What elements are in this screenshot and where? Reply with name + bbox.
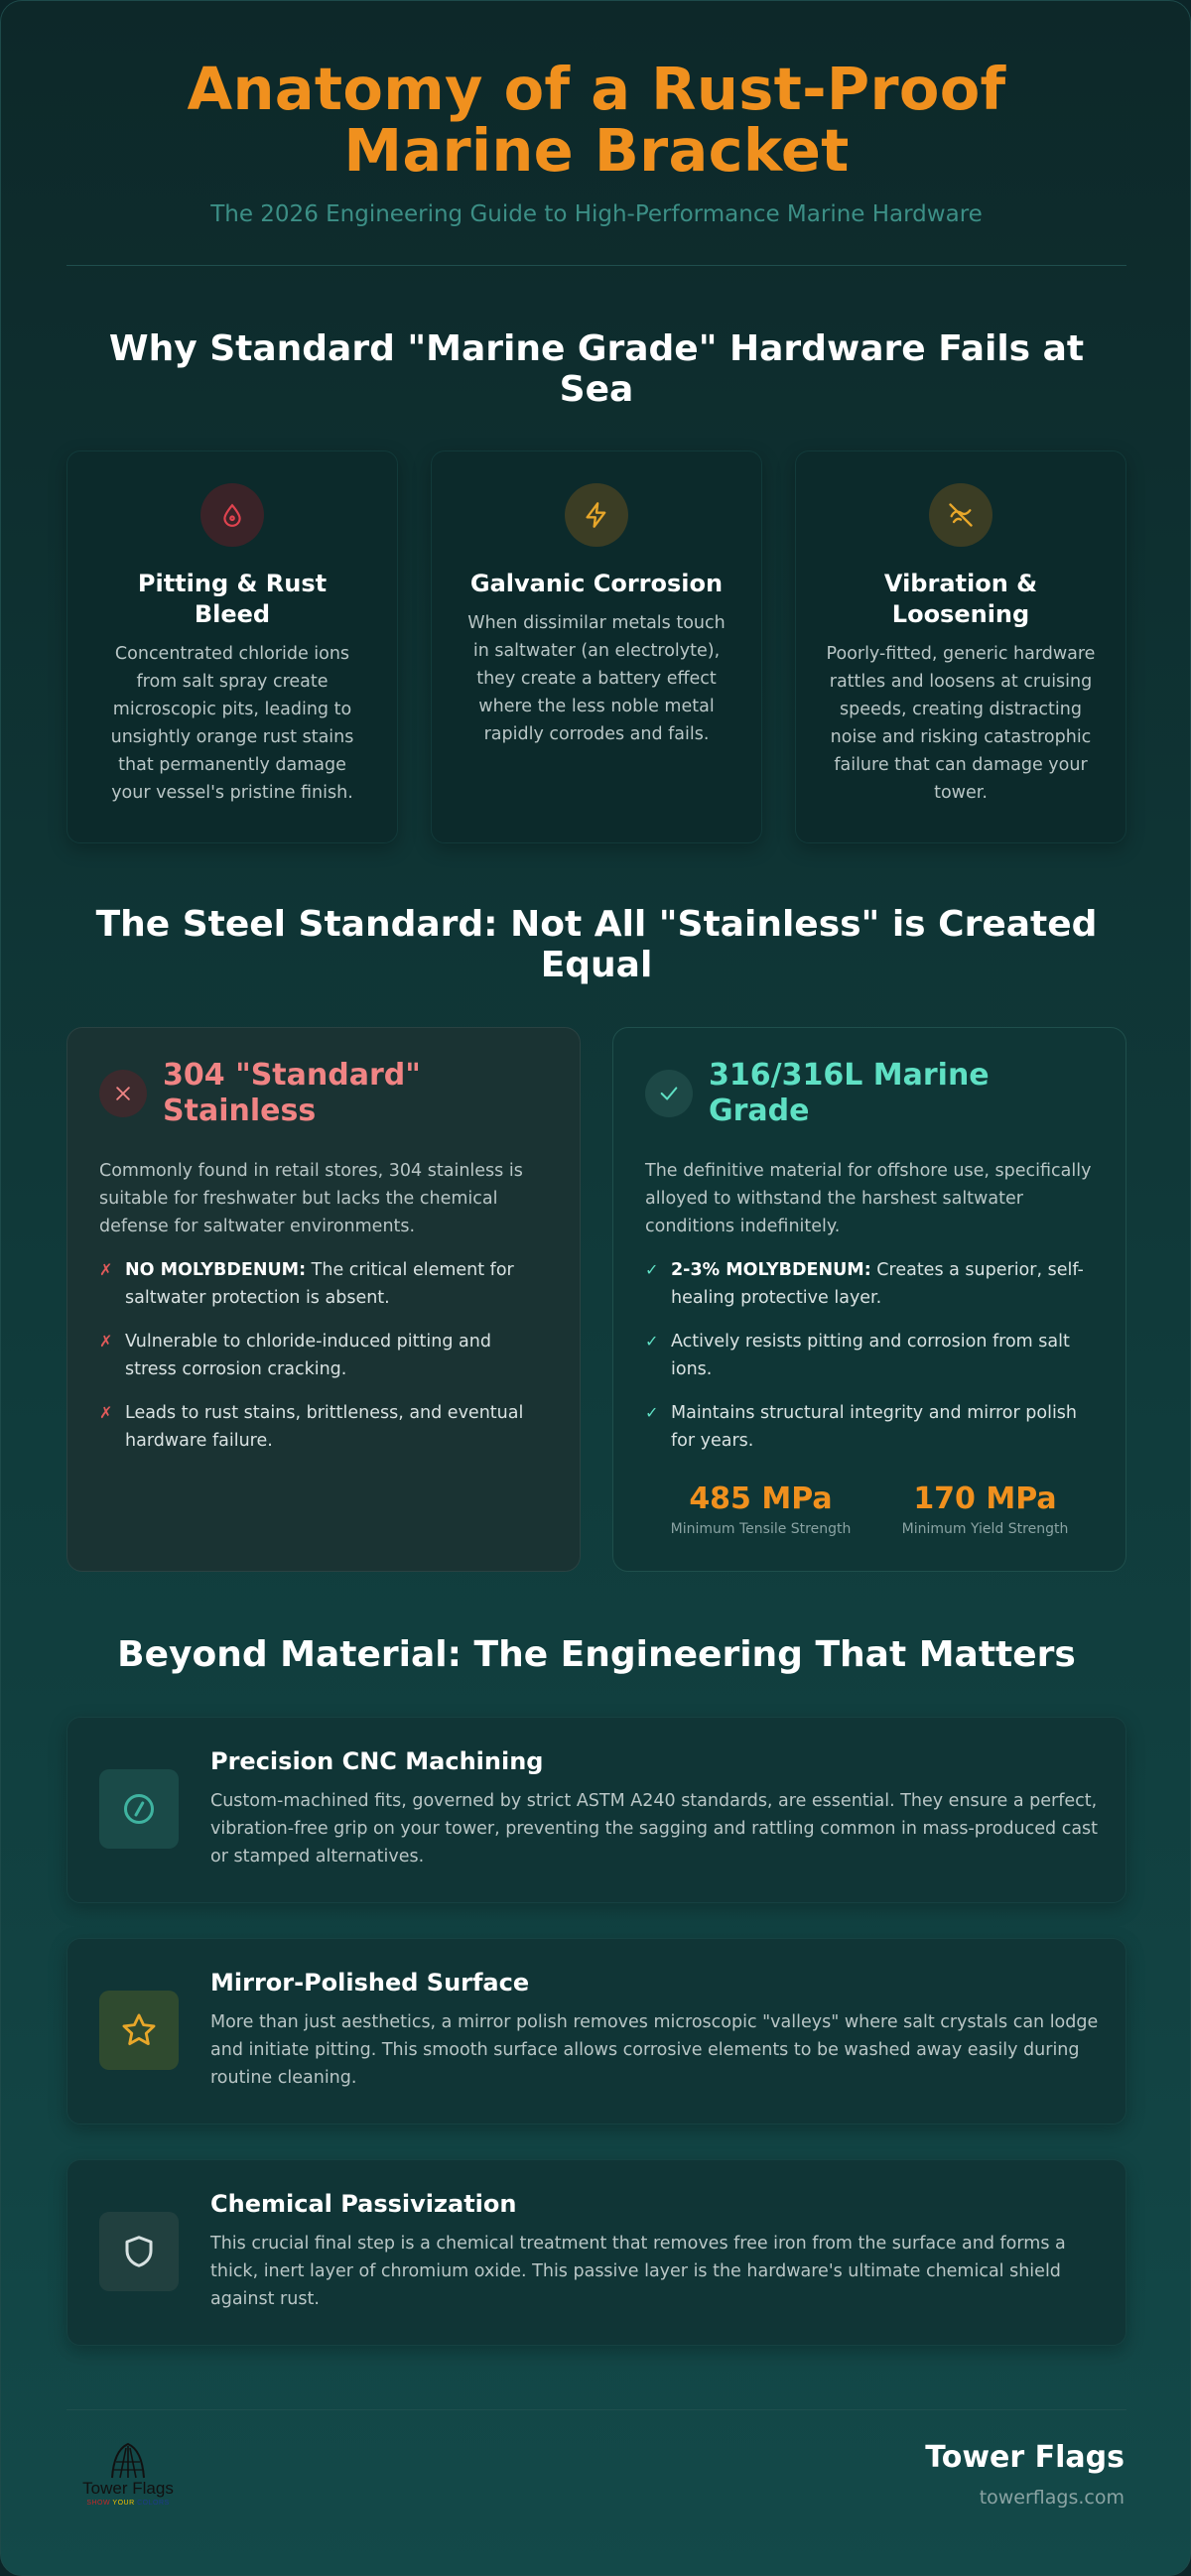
steel-316-description: The definitive material for offshore use, specifically alloyed to withstand the harshest saltwater conditions indefinitely. — [645, 1161, 1092, 1236]
engineering-card-polish — [66, 1938, 1126, 2125]
vibration-off-icon — [929, 483, 992, 547]
list-item-bold: 2-3% MOLYBDENUM: — [671, 1260, 871, 1280]
page-title: Anatomy of a Rust-Proof Marine Bracket — [187, 55, 1006, 185]
logo-tagline-word: SHOW — [86, 2500, 111, 2507]
strength-stats — [645, 1481, 1094, 1537]
list-item-bold: NO MOLYBDENUM: — [125, 1260, 307, 1280]
failure-card-galvanic — [431, 451, 762, 843]
droplet-icon — [200, 483, 264, 547]
failures-heading: Why Standard "Marine Grade" Hardware Fails at Sea — [108, 328, 1085, 410]
engineering-title: Precision CNC Machining — [210, 1747, 544, 1775]
brand-logo[interactable] — [74, 2440, 182, 2510]
stat-value: 170 MPa — [913, 1481, 1057, 1516]
stat-yield — [902, 1481, 1069, 1537]
failure-card-vibration — [795, 451, 1126, 843]
steel-heading: The Steel Standard: Not All "Stainless" is Created Equal — [95, 904, 1098, 985]
steel-304-title: 304 "Standard" Stainless — [163, 1058, 421, 1128]
check-mark-icon: ✓ — [645, 1403, 659, 1422]
steel-316-card — [612, 1027, 1126, 1572]
header — [66, 55, 1126, 227]
engineering-title: Mirror-Polished Surface — [210, 1969, 530, 1996]
engineering-card-cnc — [66, 1717, 1126, 1903]
compass-icon — [99, 1769, 179, 1849]
steel-316-list — [645, 1256, 1094, 1455]
stat-label: Minimum Yield Strength — [901, 1521, 1069, 1537]
engineering-heading: Beyond Material: The Engineering That Matters — [117, 1634, 1076, 1675]
brand-name: Tower Flags — [925, 2440, 1125, 2475]
list-item — [645, 1256, 1094, 1312]
list-item-text: Vulnerable to chloride-induced pitting and stress corrosion cracking. — [125, 1332, 491, 1379]
list-item-text: Actively resists pitting and corrosion from salt ions. — [671, 1332, 1070, 1379]
steel-316-title: 316/316L Marine Grade — [709, 1058, 990, 1128]
failure-description: Concentrated chloride ions from salt spray create microscopic pits, leading to unsightly orange rust stains that permanently damage your vessel's pristine finish. — [110, 644, 354, 803]
lightning-bolt-icon — [565, 483, 628, 547]
failure-description: When dissimilar metals touch in saltwater (an electrolyte), they create a battery effect where the less noble metal rapidly corrodes and fails. — [467, 613, 726, 744]
list-item — [99, 1256, 548, 1312]
list-item-text: Creates a superior, self-healing protective layer. — [671, 1260, 1084, 1308]
stat-label: Minimum Tensile Strength — [670, 1521, 852, 1537]
stat-value: 485 MPa — [689, 1481, 833, 1516]
list-item-text: The critical element for saltwater protection is absent. — [125, 1260, 514, 1308]
list-item-text: Maintains structural integrity and mirror polish for years. — [671, 1403, 1078, 1451]
check-mark-icon: ✓ — [645, 1332, 659, 1351]
list-item — [99, 1399, 548, 1455]
header-divider — [66, 265, 1126, 266]
footer-divider — [66, 2409, 1126, 2410]
engineering-description: This crucial final step is a chemical treatment that removes free iron from the surface and forms a thick, inert layer of chromium oxide. This passive layer is the hardware's ultimate chemical shield against rust. — [210, 2234, 1066, 2309]
footer-brand — [925, 2440, 1125, 2509]
failure-card-pitting — [66, 451, 398, 843]
x-mark-icon: ✗ — [99, 1260, 113, 1279]
check-mark-icon: ✓ — [645, 1260, 659, 1279]
page-subtitle: The 2026 Engineering Guide to High-Performance Marine Hardware — [210, 201, 983, 227]
stat-tensile — [671, 1481, 852, 1537]
steel-304-description: Commonly found in retail stores, 304 stainless is suitable for freshwater but lacks the chemical defense for saltwater environments. — [99, 1161, 523, 1236]
logo-text: Tower Flags — [82, 2479, 174, 2498]
star-icon — [99, 1991, 179, 2070]
steel-304-card — [66, 1027, 581, 1572]
steel-304-list — [99, 1256, 548, 1455]
list-item — [99, 1328, 548, 1383]
brand-url-link[interactable]: towerflags.com — [979, 2487, 1125, 2509]
x-mark-icon: ✗ — [99, 1403, 113, 1422]
failure-title: Pitting & Rust Bleed — [137, 570, 328, 628]
x-mark-icon: ✗ — [99, 1332, 113, 1351]
x-circle-icon — [99, 1070, 147, 1117]
logo-tagline-word: COLORS — [137, 2500, 170, 2507]
list-item-text: Leads to rust stains, brittleness, and eventual hardware failure. — [125, 1403, 524, 1451]
shield-icon — [99, 2212, 179, 2291]
logo-tagline-word: YOUR — [112, 2500, 135, 2507]
tower-logo-icon — [106, 2440, 150, 2480]
logo-tagline — [74, 2500, 182, 2507]
engineering-description: More than just aesthetics, a mirror polish removes microscopic "valleys" where salt crystals can lodge and initiate pitting. This smooth surface allows corrosive elements to be washed away easily during routine cleaning. — [210, 2012, 1099, 2088]
failure-description: Poorly-fitted, generic hardware rattles and loosens at cruising speeds, creating distracting noise and risking catastrophic failure that can damage your tower. — [826, 644, 1096, 803]
engineering-title: Chemical Passivization — [210, 2190, 517, 2218]
list-item — [645, 1399, 1094, 1455]
engineering-card-passivization — [66, 2159, 1126, 2346]
failure-title: Galvanic Corrosion — [469, 570, 724, 597]
engineering-description: Custom-machined fits, governed by strict ASTM A240 standards, are essential. They ensure a perfect, vibration-free grip on your tower, preventing the sagging and rattling common in mass-produced cast or stamped alternatives. — [210, 1791, 1099, 1867]
check-circle-icon — [645, 1070, 693, 1117]
list-item — [645, 1328, 1094, 1383]
failure-title: Vibration & Loosening — [883, 570, 1038, 628]
